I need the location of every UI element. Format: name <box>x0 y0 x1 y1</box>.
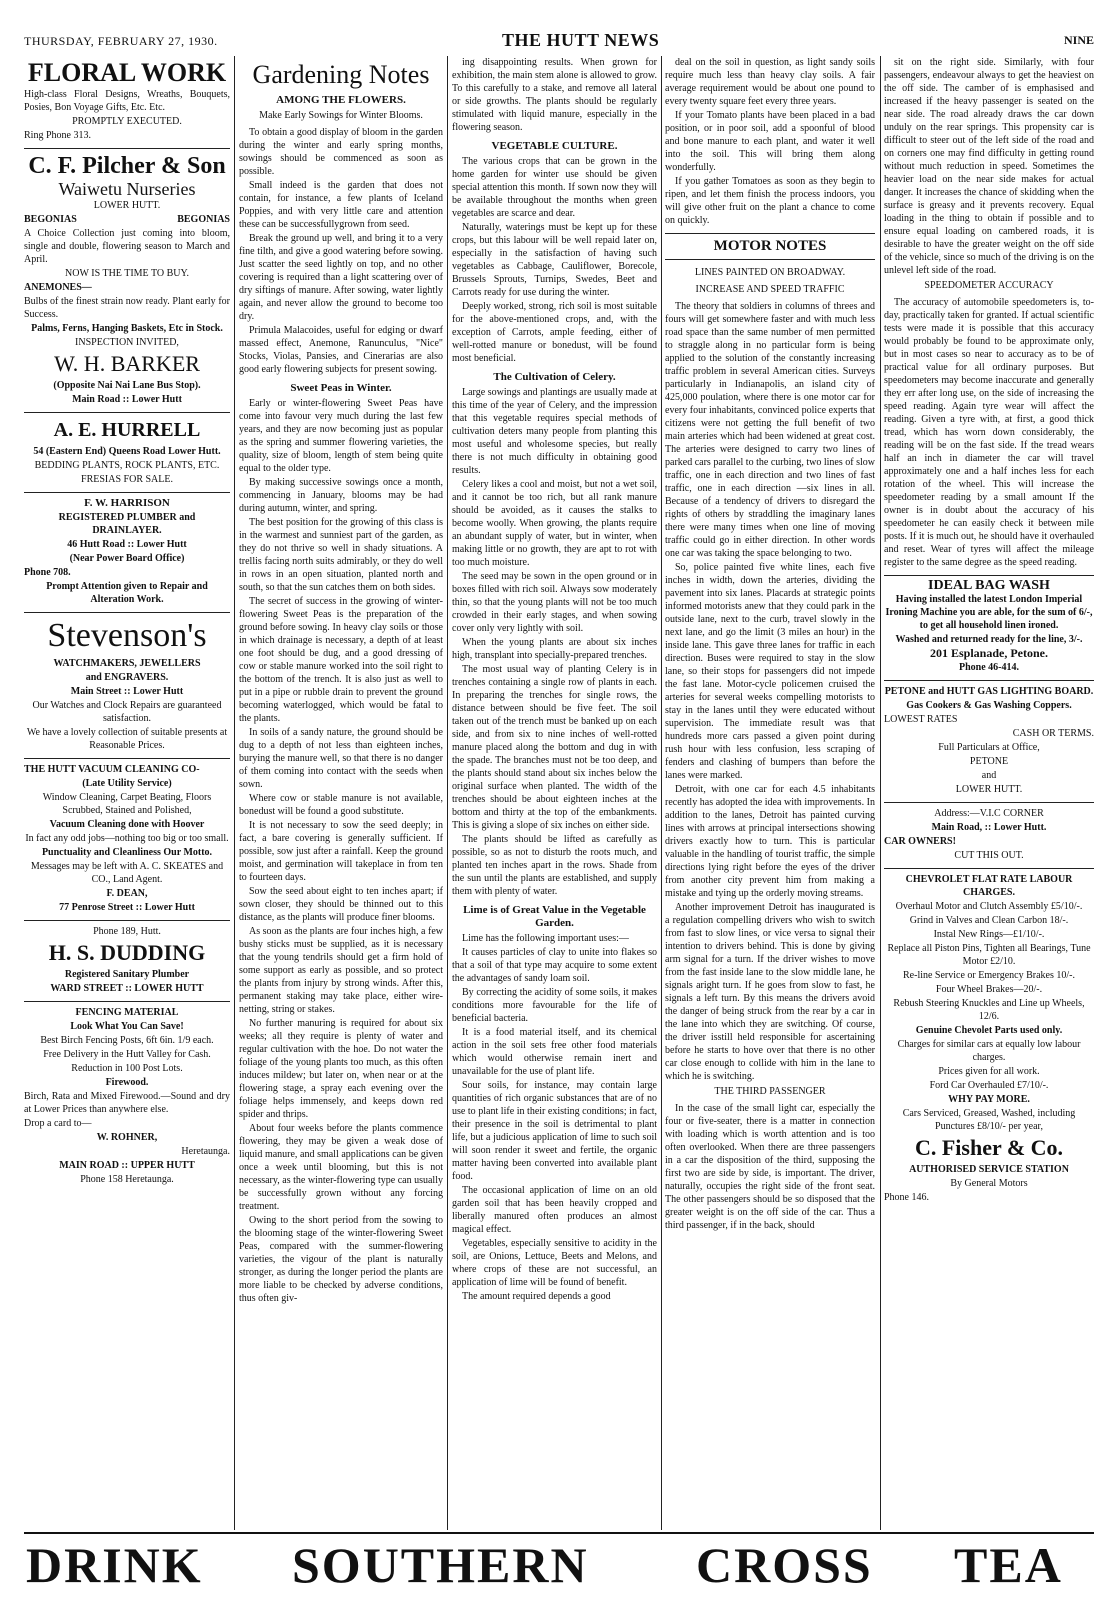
dudding-ad: Phone 189, Hutt. H. S. DUDDING Registered Sanitary Plumber WARD STREET :: LOWER HUTT <box>24 921 230 1002</box>
vacuum-ad: THE HUTT VACUUM CLEANING CO- (Late Utility Service) Window Cleaning, Carpet Beating, Floors Scrubbed, Stained and Polished, Vacuum Cleaning done with Hoover In fact any odd jobs—nothing too big or too small. Punctuality and Cleanliness Our Motto. Messages may be left with A. C. SKEATES and CO., Land Agent. F. DEAN, 77 Penrose Street :: Lower Hutt <box>24 759 230 921</box>
motor-notes-title: MOTOR NOTES <box>713 238 827 254</box>
hurrell-ad: A. E. HURRELL 54 (Eastern End) Queens Road Lower Hutt. BEDDING PLANTS, ROCK PLANTS, ETC. FRESIAS FOR SALE. <box>24 413 230 493</box>
column-3-vegetables: ing disappointing results. When grown for exhibition, the main stem alone is allowed to grow. To this carefully to a stake, and remove all lateral or side growths. The plants should be regularly stimulated with liquid manure, especially in the flowering season. VEGETABLE CULTURE. The various crops that can be grown in the home garden for winter use should be given special attention this month. If sown now they will be available throughout the months when green vegetables are scarce and dear. Naturally, waterings must be kept up for these crops, but this labour will be well repaid later on, especially in the satisfaction of having such vegetables as Cabbage, Cauliflower, Borecole, Brussels Sprouts, Turnips, Swedes, Beet and Carrots ready for use during the winter. Deeply worked, strong, rich soil is most suitable for the above-mentioned crops, and, with the exception of Carrots, ample feeding, either of well-rotted manure or bonedust, will be found most beneficial. The Cultivation of Celery. Large sowings and plantings are usually made at this time of the year of Celery, and the impression that this vegetable requires special methods of cultivation deters many people from planting this most useful and wholesome species, but really there is not much difficulty in obtaining good results. Celery likes a cool and moist, but not a wet soil, and it cannot be too rich, but all rank manure should be avoided, as it causes the stalks to become woolly. When growing, the plants require an abundant supply of water, but in winter, when making little or no growth, they are apt to rot with too much moisture. The seed may be sown in the open ground or in boxes filled with rich soil. Always sow moderately thin, so that the young plants will not be too much crowded in their early stages, and when sowing cover only very lightly with soil. When the young plants are about six inches high, transplant into specially-prepared trenches. The most usual way of planting Celery is in trenches containing a single row of plants in each. In preparing the trenches for single rows, the distance between should be five feet. The soil taken out of the trench must be banked up on each side, and from six to nine inches of well-rotted manure placed along the bottom and dug in with the spade. The branches must not be too deep, and the plants should stand about six inches below the original surface when planted. The width of the trenches should be about eighteen inches at the bottom and thirty at the top of the embankments. This is giving a slope of six inches on either side. The plants should be lifted as carefully as possible, so as not to disturb the roots much, and planted ten inches apart in the rows. Shade from the sun until the plants are established, and supply them with plenty of water. Lime is of Great Value in the Vegetable Garden. Lime has the following important uses:— It causes particles of clay to unite into flakes so that a soil of that type may acquire to some extent the advantages of sandy loam soil. By correcting the acidity of some soils, it makes conditions more favourable for the life of beneficial bacteria. It is a food material itself, and its chemical action in the soil sets free other food materials which would otherwise remain inert and unavailable for the use of plant life. Sour soils, for instance, may contain large quantities of rich organic substances that are of no use to plant life in their existing conditions; in fact, their presence in the soil is detrimental to plant life, but a judicious application of lime to such soil will soon render it sweet and fertile, the organic matter having been converted into available plant food. The occasional application of lime on an old garden soil that has been heavily cropped and liberally manured often produces an almost magical effect. Vegetables, especially sensitive to acidity in the soil, are Onions, Lettuce, Beets and Melons, and where crops of these are not successful, an application of lime will be found of benefit. The amount required depends a good <box>452 57 657 1302</box>
gas-board-ad: PETONE and HUTT GAS LIGHTING BOARD. Gas Cookers & Gas Washing Coppers. LOWEST RATES CASH OR TERMS. Full Particulars at Office, PETONE and LOWER HUTT. <box>884 681 1094 803</box>
car-owners-ad: Address:—V.I.C CORNER Main Road, :: Lower Hutt. CAR OWNERS! CUT THIS OUT. <box>884 803 1094 869</box>
stevenson-ad: Stevenson's WATCHMAKERS, JEWELLERS and ENGRAVERS. Main Street :: Lower Hutt Our Watches and Clock Repairs are guaranteed satisfaction. We have a lovely collection of suitable presents at Reasonable Prices. <box>24 613 230 759</box>
floral-title: FLORAL WORK <box>27 58 227 87</box>
column-4-motor-notes: deal on the soil in question, as light sandy soils require much less than heavy clay soils. A fair average requirement would be about one pound to every twenty square feet every three years. If your Tomato plants have been placed in a bad position, or in poor soil, add a spoonful of blood and bone manure to each plant, and water it well into the soil. This will bring them along wonderfully. If you gather Tomatoes as soon as they begin to ripen, and let them finish the process indoors, you will give other fruit on the plant a chance to come on quickly. MOTOR NOTES LINES PAINTED ON BROADWAY. INCREASE AND SPEED TRAFFIC The theory that soldiers in columns of threes and fours will get somewhere faster and with much less road space than the same number of men permitted to straggle along in no particular form is being applied to the solution of the constantly increasing traffic problem in several American cities. Surveys particularly in Indianapolis, an island city of 425,000 poulation, where there is one motor car for every four inhabitants, convinced police experts that citizens were not getting the full benefit of two main arteries which had been widened at great cost. The arteries were designed to carry two lines of parked cars parallel to the curbing, two lines of slow traffic, one in each direction and two lines of fast traffic, one in each direction —six lines in all. Because of a tendency of drivers to disregard the rights of others by straddling the imaginary lanes there were many times when one line of moving traffic could go in either direction. In other words one car was taking the space belonging to two. So, police painted five white lines, each five inches in width, down the arteries, dividing the pavement into six lanes. Placards at strategic points informed motorists anew that they could park in the outside lane, next to the curb, travel slowly in the next lane, and go the limit (3 miles an hour) in the inside lane. This gave three lanes for traffic in each direction. Buses were required to stay in the slow lane, so their stops for passengers did not impede the fast lane. Motor-cycle policemen cruised the arteries for several weeks compelling motorists to stay in the lanes until they were educated without supervision. The immediate result was that hundreds more cars passed a given point during rush hour with less confusion, less scraping of fenders and clashing of bumpers than before the lanes were marked. Detroit, with one car for each 4.5 inhabitants recently has adopted the idea with improvements. In addition to the lanes, Detroit has painted curving lines with arrows at principal intersections showing drivers exactly how to turn. This is particular valuable in the handling of tourist traffic, the simple directions lying right before the eyes of the driver from another city prevent him from making a mistake and tying up the orderly moving streams. Another improvement Detroit has inaugurated is a regulation compelling drivers who wish to switch from fast to slow lines, or vice versa to signal their intention to drivers behind. This is done by giving arm signal for a turn. If the driver wishes to move from the fast inside lane to the slow middle lane, he signals aright turn. If he goes from slow to fast, he signals a left turn. By this means the drivers avoid the danger of being struck from the rear by a car in the lane into which they are switching. Of course, the driver isstill held responsible for ascertaining before he starts to hove over that there is no other car close enough to collide with him in the lane to which he is switching. THE THIRD PASSENGER In the case of the small light car, especially the four or five-seater, there is a matter in connection with loading which is worth attention and is too often overlooked. When there are three passengers in a car the disposition of the third, supposing the first two are side by side, is important. The driver, naturally, occupies the right side of the front seat. The other passengers should be so disposed that the greater weight is on the off side of the car. Thus a third passenger, if in the back, should <box>665 57 875 1231</box>
column-2-gardening: Gardening Notes AMONG THE FLOWERS. Make Early Sowings for Winter Blooms. To obtain a good display of bloom in the garden during the winter and early spring months, sowings should be commenced as soon as possible. Small indeed is the garden that does not contain, for instance, a few plants of Iceland Poppies, and with very little care and attention these can be successfullygrown from seed. Break the ground up well, and bring it to a very fine tilth, and give a good watering before sowing. Just scatter the seed lightly on top, and no other covering is required than a light scattering over of dry siftings of manure. After sowing, water lightly again, and never allow the ground to become too dry. Primula Malacoides, useful for edging or dwarf massed effect, Anemone, Ranunculus, "Nice" Stocks, Violas, Pansies, and Cinerarias are also good early flowering subjects for present sowing. Sweet Peas in Winter. Early or winter-flowering Sweet Peas have come into favour very much during the last few years, and they are now becoming just as popular as the spring and summer flowering varieties, the quality, size of bloom, length of stem being quite equal to the older type. By making successive sowings once a month, commencing in January, blooms may be had during autumn, winter, and spring. The best position for the growing of this class is in the warmest and sunniest part of the garden, as they do not thrive so well in shady situations. A trellis facing north suits admirably, or they do well in rows in an open situation, planted north and south, so that the sun catches them on both sides. The secret of success in the growing of winter-flowering Sweet Peas is the preparation of the ground before sowing. In heavy clay soils or those in which drainage is necessary, a depth of at least one foot should be dug, and a good dressing of cow or stable manure worked into the soil right to the bottom of the trench. It is also just as well to put in a pipe or rubble drain to prevent the ground becoming waterlogged, which would be fatal to the plants. In soils of a sandy nature, the ground should be dug to a depth of not less than eighteen inches, burying the manure well, so that there is no danger of them coming into contact with the seeds when sown. Where cow or stable manure is not available, bonedust will be found a good substitute. It is not necessary to sow the seed deeply; in fact, a bare covering is generally sufficient. If possible, sow just after a rainfall. Keep the ground moist, and germination will takeplace in from ten to fourteen days. Sow the seed about eight to ten inches apart; if sown closer, they should be thinned out to this distance, as the plants will produce finer blooms. As soon as the plants are four inches high, a few bushy sticks must be supplied, as it is necessary that the young tendrils should get a firm hold of some support as early as possible, and so protect the plants from injury by strong winds. After this, permanent staking may take place, either wire-netting, string or stakes. No further manuring is required for about six weeks; all they require is plenty of water and regular cultivation with the hoe. Do not water the foliage of the young plants too much, as this often induces mildew; but later on, when near or at the flowering stage, a spray each evening over the foliage helps immensely, and keeps down red spider and thrips. About four weeks before the plants commence flowering, they may be given a weak dose of liquid manure, and small applications can be given once a week until blooming, but this is not necessary, as the winter-flowering type can usually be successfully grown without any forcing treatment. Owing to the short period from the sowing to the blooming stage of the winter-flowering Sweet Peas, compared with the summer-flowering varieties, the vigour of the plant is naturally stronger, as during the longer period the plants are more liable to be checked by adverse conditions, thus often giv- <box>239 60 443 1304</box>
page-number: NINE <box>1063 33 1094 47</box>
columns <box>24 56 1094 1530</box>
fencing-ad: FENCING MATERIAL Look What You Can Save! Best Birch Fencing Posts, 6ft 6in. 1/9 each. Free Delivery in the Hutt Valley for Cash. Reduction in 100 Post Lots. Firewood. Birch, Rata and Mixed Firewood.—Sound and dry at Lower Prices than anywhere else. Drop a card to— W. ROHNER, Heretaunga. MAIN ROAD :: UPPER HUTT Phone 158 Heretaunga. <box>24 1007 230 1185</box>
floral-work-ad: FLORAL WORK High-class Floral Designs, Wreaths, Bouquets, Posies, Bon Voyage Gifts, Etc. Etc. PROMPTLY EXECUTED. Ring Phone 313. <box>24 56 230 149</box>
pilcher-name: C. F. Pilcher & Son <box>28 153 226 179</box>
column-1-ads <box>24 56 230 1530</box>
harrison-ad: F. W. HARRISON REGISTERED PLUMBER and DRAINLAYER. 46 Hutt Road :: Lower Hutt (Near Power Board Office) Phone 708. Prompt Attention given to Repair and Alteration Work. <box>24 493 230 613</box>
gardening-title: Gardening Notes <box>252 60 430 89</box>
masthead <box>24 30 1094 52</box>
bag-wash-ad: IDEAL BAG WASH Having installed the latest London Imperial Ironing Machine you are able, for the sum of 6/-, to get all household linen ironed. Washed and returned ready for the line, 3/-. 201 Esplanade, Petone. Phone 46-414. <box>884 575 1094 681</box>
newspaper-title: THE HUTT NEWS <box>502 30 660 50</box>
issue-date: THURSDAY, FEBRUARY 27, 1930. <box>24 34 218 48</box>
chevrolet-ad: CHEVROLET FLAT RATE LABOUR CHARGES. Overhaul Motor and Clutch Assembly £5/10/-. Grind in Valves and Clean Carbon 18/-. Instal New Rings—£1/10/-. Replace all Piston Pins, Tighten all Bearings, Tune Motor £2/10. Re-line Service or Emergency Brakes 10/-. Four Wheel Brakes—20/-. Rebush Steering Knuckles and Line up Wheels, 12/6. Genuine Chevolet Parts used only. Charges for similar cars at equally low labour charges. Prices given for all work. Ford Car Overhauled £7/10/-. WHY PAY MORE. Cars Serviced, Greased, Washed, including Punctures £8/10/- per year, C. Fisher & Co. AUTHORISED SERVICE STATION By General Motors Phone 146. <box>884 874 1091 1203</box>
tea-banner-ad: DRINK SOUTHERN CROSS TEA <box>24 1532 1094 1592</box>
column-5: sit on the right side. Similarly, with four passengers, endeavour always to get the heaviest on the off side. The camber of is emphasised and increased if the heavy passenger is seated on the near side. The road already draws the car down unduly on the rear springs. This propensity car is difficult to steer out of the left side of the road and on corners one may find difficulty in getting round without much reduction in speed. Sometimes the heavier load on the near side makes for actual danger. It increases the chance of skidding when the surface is greasy and it prevents recovery. Equal loading in the thing to obtain if possible and to ensure equal loading on cambered roads, it is desirable to have the greater weight on the off side of the vehicle, since so much of the driving is on the unlevel left side of the road. SPEEDOMETER ACCURACY The accuracy of automobile speedometers is, to-day, practically taken for granted. If actual scientific tests were made it is possible that this accuracy would probably be found to be approximate only, but in most cases so near to accuracy as to be of practical value for all ordinary purposes. But speedometers may become inaccurate and generally they err after long use, on the side of increasing the speed reading. Again tyre wear will affect the reading. Given a tyre with, at first, a good thick tread, which has worn down considerably, the reading will be on the fast side. If the tread wears half an inch in diameter the car will travel approximately one and a half inches less for each rotation of the wheel. This will increase the speedometer reading by a small amount If the owner is in doubt about the accuracy of his speedometer he can easily check it between mile posts. If it is much out, he should have it overhauled and reset. Wear of tyres will affect the mileage register to the same degree as the speed reading. IDEAL BAG WASH Having installed the latest London Imperial Ironing Machine you are able, for the sum of 6/-, to get all household linen ironed. Washed and returned ready for the line, 3/-. 201 Esplanade, Petone. Phone 46-414. PETONE and HUTT GAS LIGHTING BOARD. Gas Cookers & Gas Washing Coppers. LOWEST RATES CASH OR TERMS. Full Particulars at Office, PETONE and LOWER HUTT. Address:—V.I.C CORNER Main Road, :: Lower Hutt. CAR OWNERS! CUT THIS OUT. CHEVROLET FLAT RATE LABOUR CHARGES. Overhaul Motor and Clutch Assembly £5/10/-. Grind in Valves and Clean Carbon 18/-. Instal New Rings—£1/10/-. Replace all Piston Pins, Tighten all Bearings, Tune Motor £2/10. Re-line Service or Emergency Brakes 10/-. Four Wheel Brakes—20/-. Rebush Steering Knuckles and Line up Wheels, 12/6. Genuine Chevolet Parts used only. Charges for similar cars at equally low labour charges. Prices given for all work. Ford Car Overhauled £7/10/-. WHY PAY MORE. Cars Serviced, Greased, Washed, including Punctures £8/10/- per year, C. Fisher & Co. AUTHORISED SERVICE STATION By General Motors Phone 146. <box>884 56 1094 1530</box>
pilcher-ad: C. F. Pilcher & Son Waiwetu Nurseries LOWER HUTT. BEGONIAS BEGONIAS A Choice Collection just coming into bloom, single and double, flowering season to March and April. NOW IS THE TIME TO BUY. ANEMONES— Bulbs of the finest strain now ready. Plant early for Success. Palms, Ferns, Hanging Baskets, Etc in Stock. INSPECTION INVITED, W. H. BARKER (Opposite Nai Nai Lane Bus Stop). Main Road :: Lower Hutt <box>24 149 230 413</box>
